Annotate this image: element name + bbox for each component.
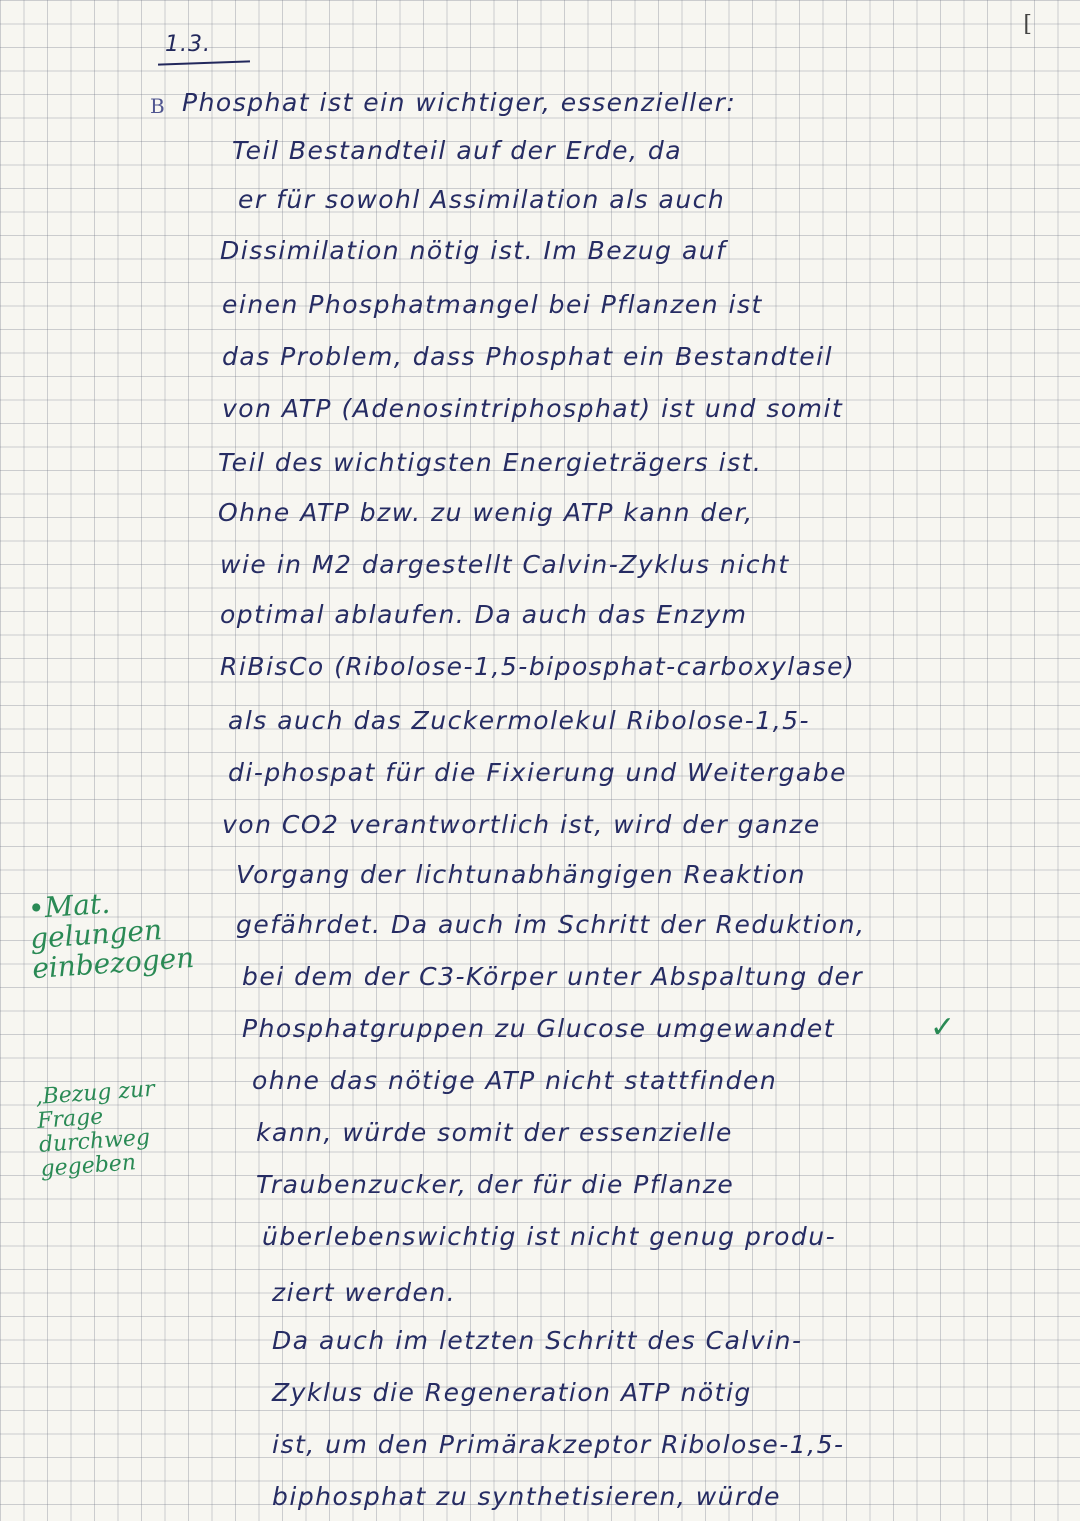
margin-note-reference: ,Bezug zur Frage durchweg gegeben: [34, 1076, 156, 1182]
text-line: optimal ablaufen. Da auch das Enzym: [220, 600, 748, 629]
edge-mark: [: [1023, 12, 1032, 37]
text-line: Dissimilation nötig ist. Im Bezug auf: [220, 236, 727, 265]
paragraph-marker: B: [150, 94, 165, 118]
text-line: wie in M2 dargestellt Calvin-Zyklus nicht: [220, 550, 790, 579]
text-line: von CO2 verantwortlich ist, wird der ganze: [222, 810, 821, 839]
text-line: Teil Bestandteil auf der Erde, da: [232, 136, 683, 165]
text-line: von ATP (Adenosintriphosphat) ist und somit: [222, 394, 844, 423]
text-line: einen Phosphatmangel bei Pflanzen ist: [222, 290, 763, 319]
text-line: er für sowohl Assimilation als auch: [238, 185, 726, 214]
text-line: RiBisCo (Ribolose-1,5-biposphat-carboxylase): [220, 652, 856, 681]
text-line: Vorgang der lichtunabhängigen Reaktion: [236, 860, 807, 889]
text-line: bei dem der C3-Körper unter Abspaltung der: [242, 962, 864, 991]
check-mark: ✓: [930, 1010, 956, 1045]
text-line: Da auch im letzten Schritt des Calvin-: [272, 1326, 803, 1355]
margin-note-material: •Mat. gelungen einbezogen: [26, 886, 196, 986]
text-line: gefährdet. Da auch im Schritt der Reduktion,: [236, 910, 866, 939]
text-line: Traubenzucker, der für die Pflanze: [256, 1170, 735, 1199]
text-line: Phosphat ist ein wichtiger, essenzieller:: [182, 88, 737, 117]
text-line: ziert werden.: [272, 1278, 457, 1307]
text-line: als auch das Zuckermolekul Ribolose-1,5-: [228, 706, 811, 735]
text-line: di-phospat für die Fixierung und Weitergabe: [228, 758, 848, 787]
text-line: Zyklus die Regeneration ATP nötig: [272, 1378, 752, 1407]
task-number-heading: 1.3.: [165, 32, 211, 57]
text-line: kann, würde somit der essenzielle: [256, 1118, 733, 1147]
text-line: das Problem, dass Phosphat ein Bestandteil: [222, 342, 834, 371]
text-line: biphosphat zu synthetisieren, würde: [272, 1482, 782, 1511]
text-line: Phosphatgruppen zu Glucose umgewandet: [242, 1014, 836, 1043]
text-line: ist, um den Primärakzeptor Ribolose-1,5-: [272, 1430, 845, 1459]
text-line: Ohne ATP bzw. zu wenig ATP kann der,: [218, 498, 754, 527]
text-line: Teil des wichtigsten Energieträgers ist.: [218, 448, 763, 477]
text-line: ohne das nötige ATP nicht stattfinden: [252, 1066, 778, 1095]
text-line: überlebenswichtig ist nicht genug produ-: [262, 1222, 837, 1251]
